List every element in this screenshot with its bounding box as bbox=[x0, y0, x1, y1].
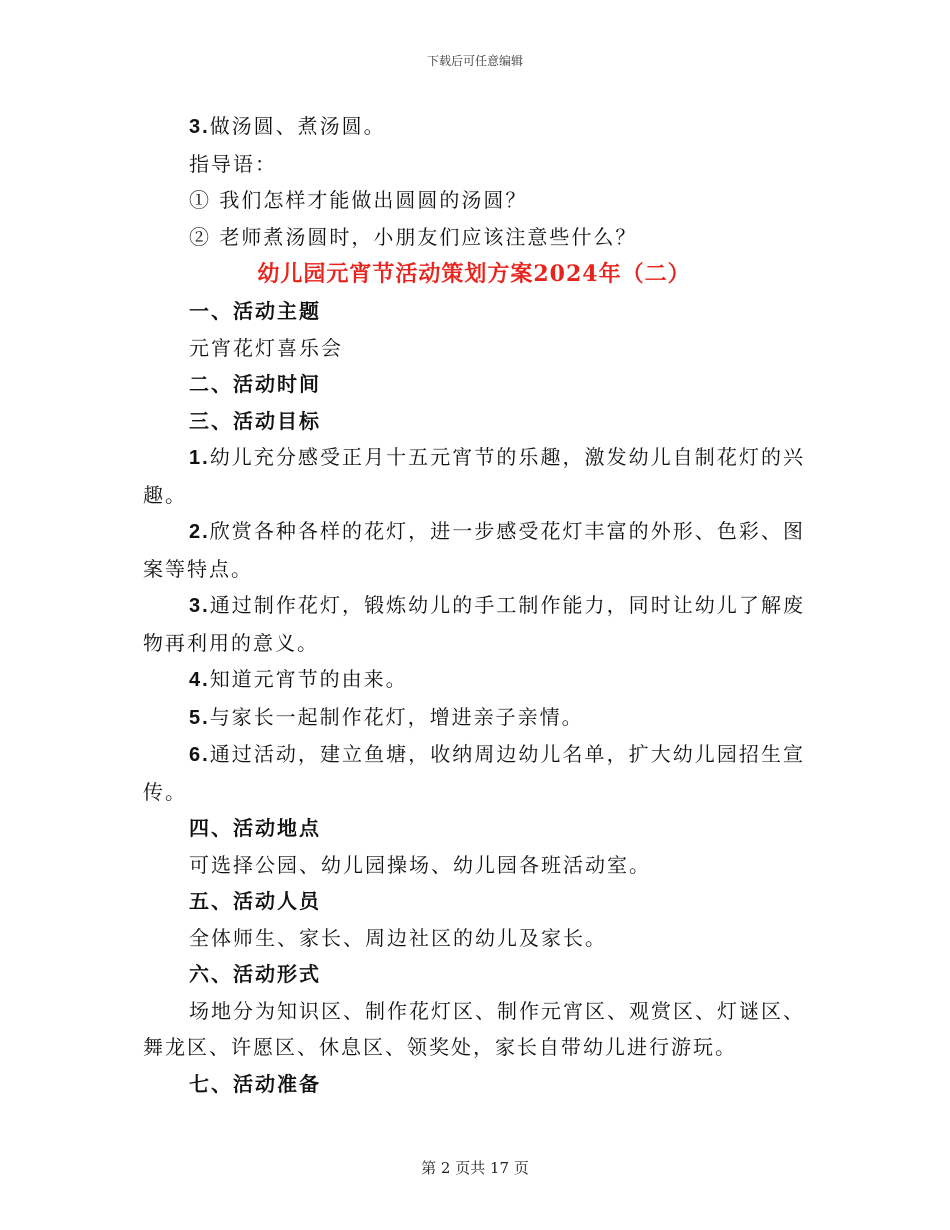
goal-item-6 bbox=[143, 736, 805, 810]
prep-heading: 七、活动准备 bbox=[189, 1071, 321, 1096]
goal-text-5: 与家长一起制作花灯，增进亲子亲情。 bbox=[209, 704, 584, 729]
people-text: 全体师生、家长、周边社区的幼儿及家长。 bbox=[189, 925, 607, 950]
theme-text: 元宵花灯喜乐会 bbox=[189, 335, 343, 360]
goal-text-3: 通过制作花灯，锻炼幼儿的手工制作能力，同时让幼儿了解废物再利用的意义。 bbox=[143, 593, 805, 655]
goal-text-4: 知道元宵节的由来。 bbox=[209, 667, 408, 691]
form-text: 场地分为知识区、制作花灯区、制作元宵区、观赏区、灯谜区、舞龙区、许愿区、休息区、领奖处，家长自带幼儿进行游玩。 bbox=[143, 998, 805, 1059]
page-content bbox=[143, 108, 805, 1102]
goal-number-3: 3. bbox=[189, 595, 210, 617]
goal-item-5 bbox=[143, 699, 805, 737]
goal-number-4: 4. bbox=[189, 669, 210, 691]
page-footer: 第 2 页共 17 页 bbox=[421, 1159, 529, 1177]
goal-item-2 bbox=[143, 513, 805, 587]
form-heading: 六、活动形式 bbox=[189, 962, 321, 986]
step-3-line bbox=[143, 108, 805, 146]
theme-heading: 一、活动主题 bbox=[189, 299, 321, 323]
people-heading: 五、活动人员 bbox=[189, 889, 321, 913]
goal-text-2: 欣赏各种各样的花灯，进一步感受花灯丰富的外形、色彩、图案等特点。 bbox=[143, 519, 805, 581]
step-3-text: 做汤圆、煮汤圆。 bbox=[209, 114, 386, 138]
goal-item-1 bbox=[143, 439, 805, 513]
guide-question-1: ① 我们怎样才能做出圆圆的汤圆？ bbox=[189, 188, 528, 212]
goal-number-2: 2. bbox=[189, 521, 210, 543]
goal-number-1: 1. bbox=[189, 447, 210, 469]
goal-item-3 bbox=[143, 587, 805, 661]
goal-number-5: 5. bbox=[189, 706, 210, 729]
section-title: 幼儿园元宵节活动策划方案2024年（二） bbox=[257, 261, 691, 287]
goal-item-4 bbox=[143, 661, 805, 699]
goal-heading: 三、活动目标 bbox=[189, 408, 321, 433]
time-heading: 二、活动时间 bbox=[189, 372, 321, 396]
place-text: 可选择公园、幼儿园操场、幼儿园各班活动室。 bbox=[189, 852, 651, 877]
page-header: 下载后可任意编辑 bbox=[426, 54, 523, 68]
guide-label: 指导语： bbox=[189, 151, 277, 176]
step-3-number: 3. bbox=[189, 116, 210, 138]
guide-question-2: ② 老师煮汤圆时，小朋友们应该注意些什么？ bbox=[189, 224, 638, 249]
goal-text-6: 通过活动，建立鱼塘，收纳周边幼儿名单，扩大幼儿园招生宣传。 bbox=[143, 742, 805, 804]
place-heading: 四、活动地点 bbox=[189, 816, 321, 840]
goal-text-1: 幼儿充分感受正月十五元宵节的乐趣，激发幼儿自制花灯的兴趣。 bbox=[143, 445, 805, 507]
goal-number-6: 6. bbox=[189, 744, 210, 766]
